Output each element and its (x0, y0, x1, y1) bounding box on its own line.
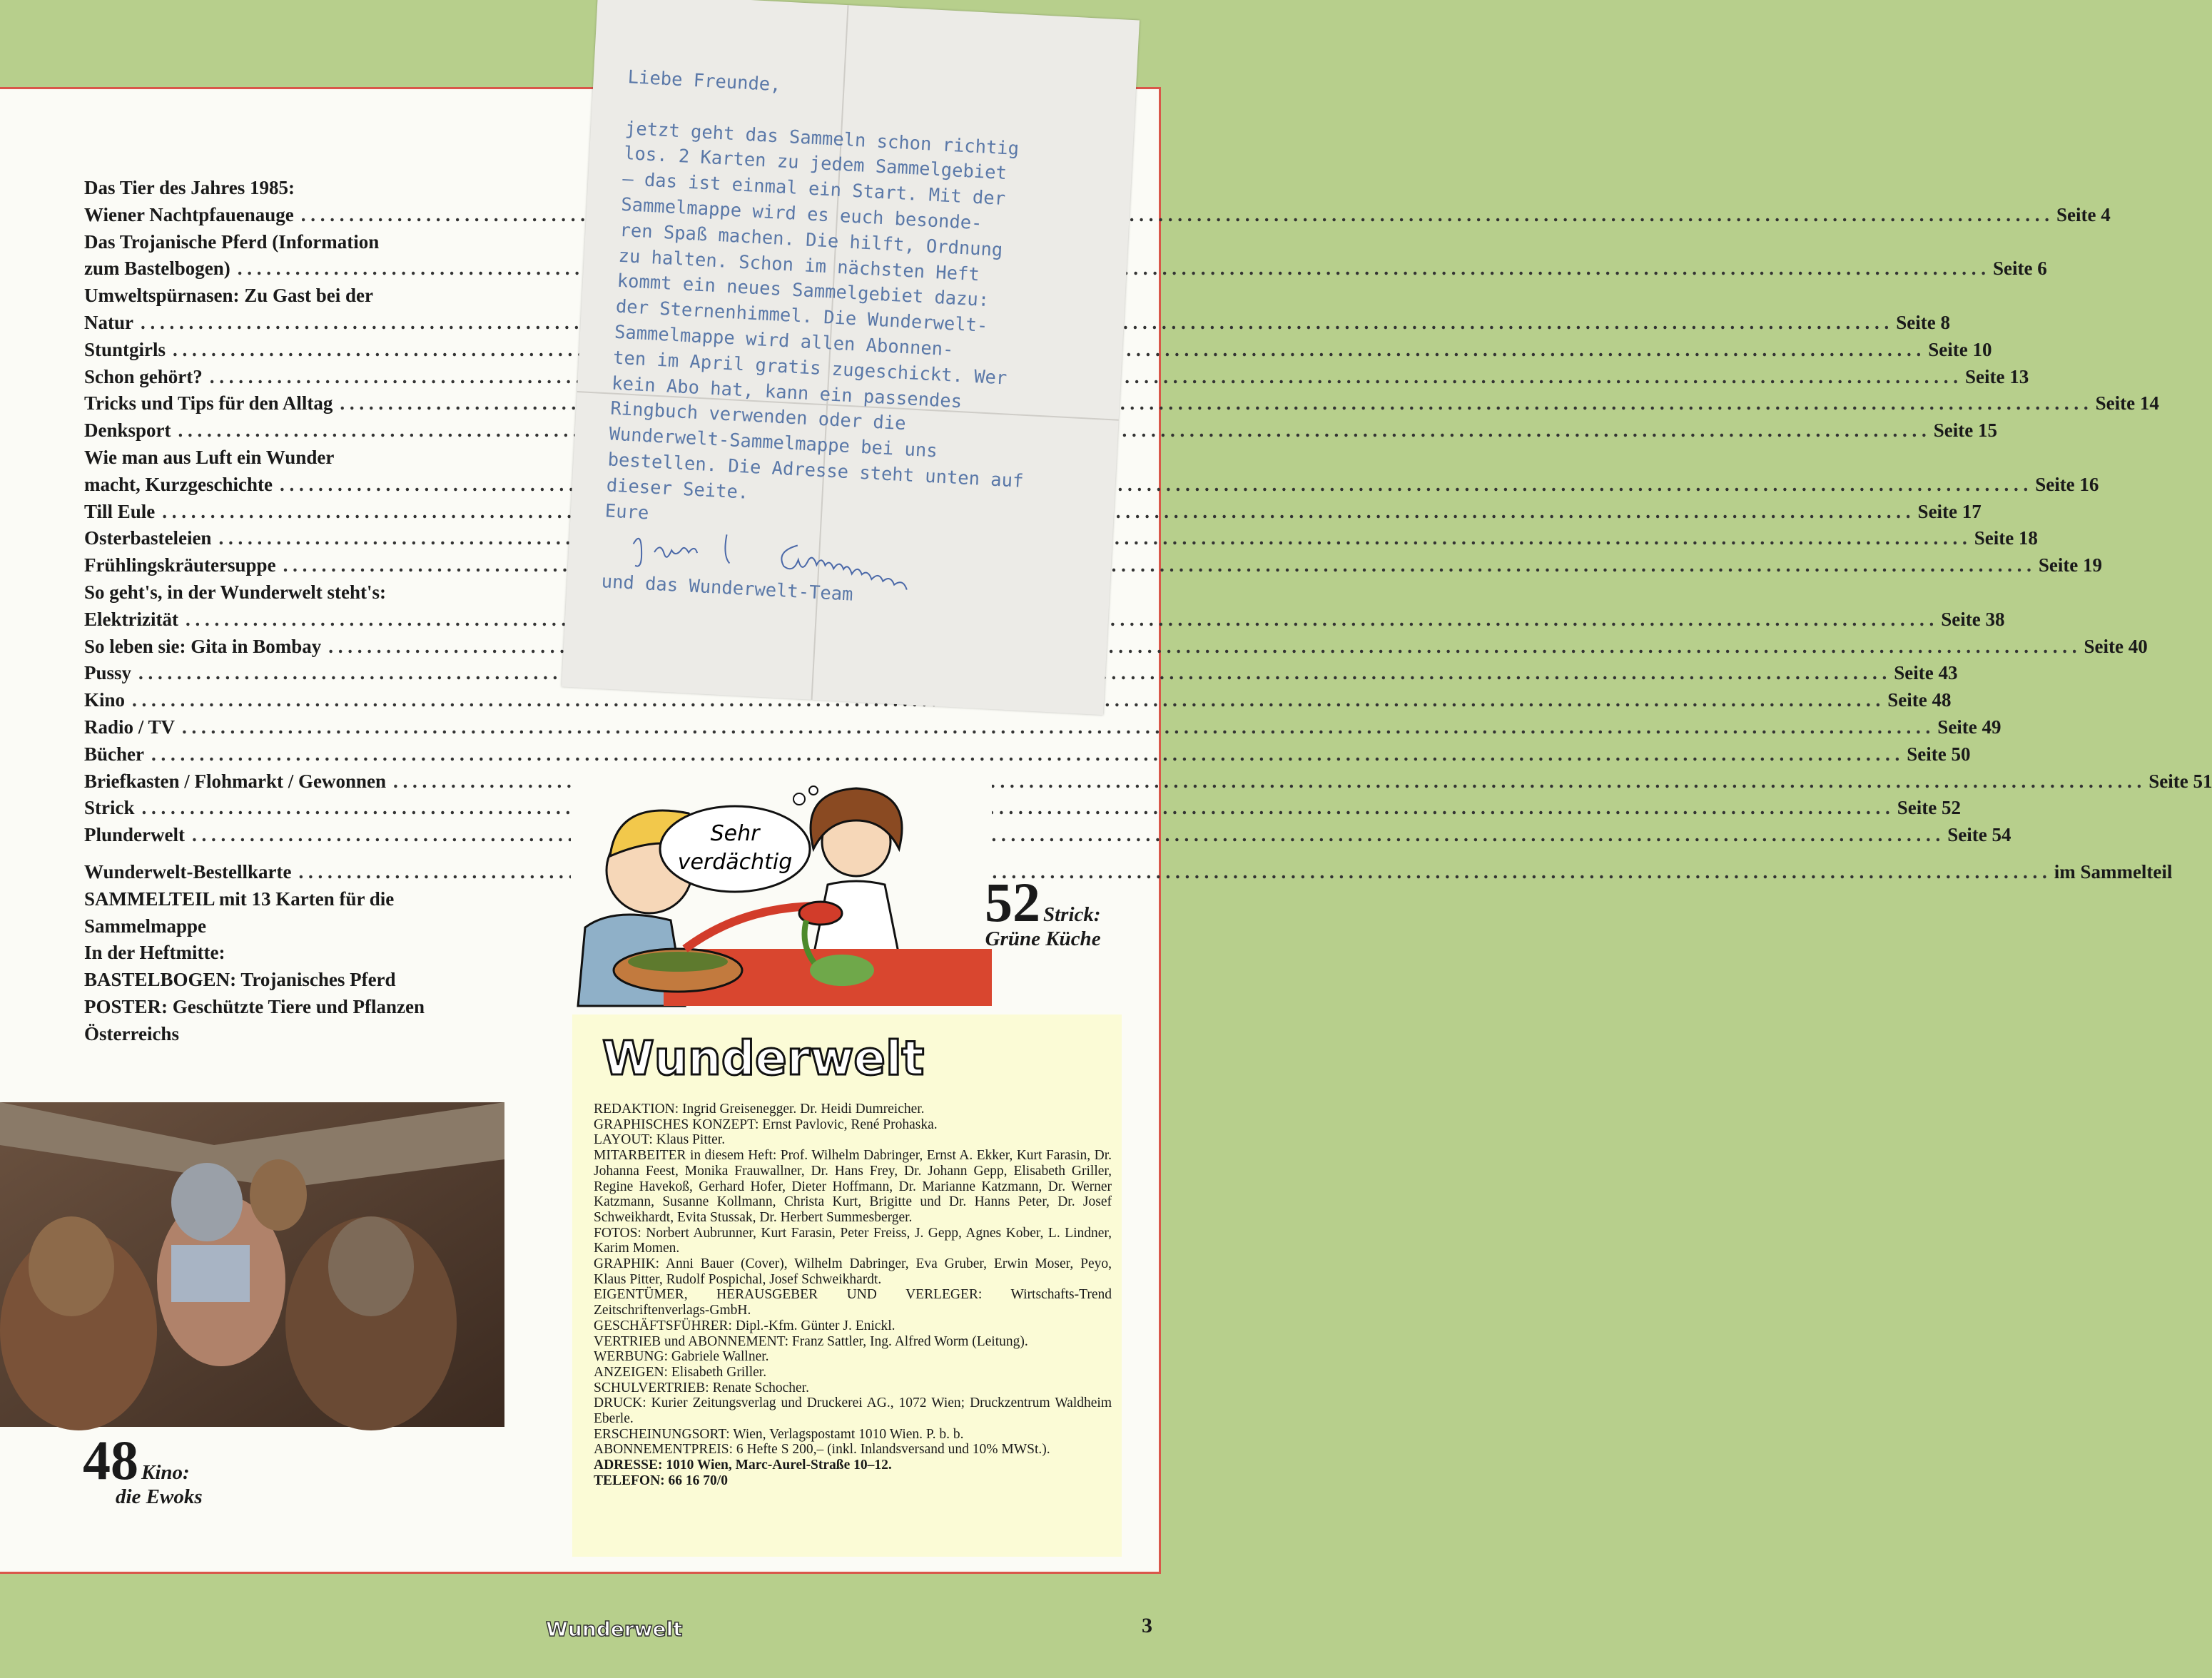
toc-item-line: Das Trojanische Pferd (Information (84, 230, 380, 253)
toc-item-title: Denksport (84, 420, 171, 442)
impressum-line: REDAKTION: Ingrid Greisenegger. Dr. Heidi Dumreicher. (594, 1102, 925, 1117)
impressum-line: GRAPHISCHES KONZEPT: Ernst Pavlovic, René Prohaska. (594, 1117, 938, 1132)
caption-kino (83, 1429, 203, 1509)
toc-item-title: Osterbasteleien (84, 527, 212, 549)
toc-item-page: Seite 18 (1974, 527, 2038, 549)
toc-item (84, 310, 1950, 337)
toc-poster: POSTER: Geschützte Tiere und Pflanzen (84, 995, 425, 1017)
toc-item-page: Seite 16 (2035, 473, 2099, 495)
caption-number: 48 (83, 1429, 138, 1491)
toc-item-page: Seite 54 (1947, 824, 2011, 846)
impressum-box (572, 1015, 1122, 1557)
speech-line-2: verdächtig (677, 850, 793, 875)
toc-item-page: Seite 19 (2038, 554, 2103, 576)
toc-item (84, 741, 1971, 768)
toc-item (84, 795, 1961, 822)
toc-item (84, 255, 2047, 283)
impressum-line: LAYOUT: Klaus Pitter. (594, 1132, 726, 1148)
toc-item-page: Seite 6 (1993, 258, 2047, 280)
toc-item-title: Schon gehört? (84, 365, 203, 387)
toc-item-page: Seite 38 (1941, 608, 2005, 630)
toc-item-page: Seite 8 (1896, 311, 1950, 333)
toc-item-line: Umweltspürnasen: Zu Gast bei der (84, 285, 374, 307)
caption-strick (985, 871, 1101, 951)
impressum-line: DRUCK: Kurier Zeitungsverlag und Druckerei AG., 1072 Wien; Druckzentrum Waldheim Eberle. (594, 1395, 1112, 1427)
svg-text:Wunderwelt: Wunderwelt (546, 1617, 683, 1641)
toc-item (84, 390, 2159, 417)
editor-letter (562, 0, 1140, 715)
page-number: 3 (1142, 1614, 1152, 1637)
toc-item-title: So leben sie: Gita in Bombay (84, 635, 322, 657)
toc-item-title: Tricks und Tips für den Alltag (84, 392, 333, 415)
impressum-line: ERSCHEINUNGSORT: Wien, Verlagspostamt 1010 Wien. P. b. b. (594, 1426, 964, 1442)
toc-item (84, 417, 1997, 444)
toc-item-page: Seite 40 (2084, 635, 2148, 657)
toc-sammelteil: SAMMELTEIL mit 13 Karten für die (84, 888, 395, 910)
toc-item-title: Plunderwelt (84, 824, 185, 846)
address: ADRESSE: 1010 Wien, Marc-Aurel-Straße 10–12. (594, 1458, 892, 1473)
toc-item-title: Kino (84, 689, 126, 711)
impressum-line: GESCHÄFTSFÜHRER: Dipl.-Kfm. Günter J. Enickl. (594, 1318, 896, 1333)
toc-item-title: Wiener Nachtpfauenauge (84, 203, 294, 225)
toc-item-line: Wie man aus Luft ein Wunder (84, 446, 335, 468)
impressum-line: FOTOS: Norbert Aubrunner, Kurt Farasin, Peter Freiss, J. Gepp, Agnes Kober, L. Lindner, Karim Momen. (594, 1225, 1112, 1256)
toc-item-title: zum Bastelbogen) (84, 258, 230, 280)
toc-item-page: Seite 4 (2056, 203, 2111, 225)
footer-logo (546, 1615, 683, 1643)
toc-item (84, 337, 1992, 364)
impressum-line: ABONNEMENTPREIS: 6 Hefte S 200,– (inkl. Inlandsversand und 10% MWSt.). (594, 1442, 1050, 1458)
toc-item-title: Radio / TV (84, 716, 176, 738)
impressum-line: WERBUNG: Gabriele Wallner. (594, 1349, 769, 1365)
caption-number: 52 (985, 871, 1040, 933)
toc-item-title: macht, Kurzgeschichte (84, 473, 273, 495)
toc-sammelteil-2: Sammelmappe (84, 915, 206, 937)
toc-item (84, 552, 2103, 579)
toc-item-title: Natur (84, 311, 133, 333)
svg-text:Wunderwelt: Wunderwelt (602, 1031, 925, 1086)
toc-item (84, 606, 2005, 634)
impressum-line: EIGENTÜMER, HERAUSGEBER UND VERLEGER: Wirtschafts-Trend Zeitschriftenverlags-GmbH. (594, 1287, 1112, 1318)
impressum-text (594, 1102, 1112, 1489)
toc-item-page: Seite 52 (1897, 797, 1961, 819)
toc-item-page: Seite 43 (1894, 662, 1958, 684)
toc-item-page: Seite 48 (1887, 689, 1952, 711)
phone: TELEFON: 66 16 70/0 (594, 1473, 728, 1488)
caption-sub: Grüne Küche (985, 927, 1101, 950)
caption-label: Strick: (1043, 903, 1101, 926)
toc-heading: Das Tier des Jahres 1985: (84, 177, 295, 198)
toc-item (84, 499, 1982, 526)
toc-item-title: Pussy (84, 662, 132, 684)
toc-item-title: Till Eule (84, 500, 156, 522)
toc-item-line: So geht's, in der Wunderwelt steht's: (84, 581, 387, 603)
toc-item (84, 525, 2038, 552)
impressum-line: GRAPHIK: Anni Bauer (Cover), Wilhelm Dabringer, Eva Gruber, Erwin Moser, Peyo, Klaus Pitter, Rudolf Pospichal, Josef Schweikhardt. (594, 1256, 1112, 1287)
toc-bestellkarte: Wunderwelt-Bestellkarte . . . im Sammelteil (84, 859, 505, 886)
toc-item (84, 364, 2029, 391)
speech-line-1: Sehr (710, 821, 760, 846)
letter-team: und das Wunderwelt-Team (601, 571, 854, 606)
toc-bastelbogen: BASTELBOGEN: Trojanisches Pferd (84, 969, 396, 991)
toc-item-page: Seite 13 (1965, 365, 2029, 387)
toc-item-page: Seite 49 (1937, 716, 2002, 738)
toc-item-page: Seite 50 (1907, 743, 1971, 765)
toc-item (84, 714, 2002, 741)
toc-item-title: Strick (84, 797, 135, 819)
impressum-line: ANZEIGEN: Elisabeth Griller. (594, 1364, 767, 1380)
toc-item-page: Seite 17 (1917, 500, 1982, 522)
toc-item-title: Bücher (84, 743, 144, 765)
impressum-line: SCHULVERTRIEB: Renate Schocher. (594, 1380, 809, 1395)
toc-item-page: Seite 51 (2148, 770, 2212, 792)
caption-sub: die Ewoks (116, 1485, 203, 1508)
toc-item-page: Seite 10 (1928, 338, 1992, 360)
toc-item-title: Elektrizität (84, 608, 178, 630)
caption-label: Kino: (141, 1461, 190, 1484)
cartoon-illustration (571, 771, 992, 1006)
toc-poster-2: Österreichs (84, 1022, 179, 1044)
letter-text: Liebe Freunde, jetzt geht das Sammeln schon richtig los. 2 Karten zu jedem Sammelgebiet – das ist einmal ein Start. Mit der Sammelmappe wird es euch besonde- ren Spaß machen. Die hilft, Ordnung zu halten. Schon im nächsten Heft kommt ein neues Sammelgebiet dazu: der Sternenhimmel. Die Wunderwelt- Sammelmappe wird allen Abonnen- ten im April gratis zugeschickt. Wer kein Abo hat, kann ein passendes Ringbuch verwenden oder die Wunderwelt-Sammelmappe bei uns bestellen. Die Adresse steht unten auf dieser Seite. Eure (604, 66, 1025, 524)
toc-item (84, 472, 2099, 499)
toc-item-title: Briefkasten / Flohmarkt / Gewonnen (84, 770, 386, 792)
toc-item (84, 660, 1958, 687)
toc-heftmitte: In der Heftmitte: (84, 942, 225, 964)
toc-item (84, 687, 1952, 714)
toc-item-title: Frühlingskräutersuppe (84, 554, 276, 576)
impressum-line: VERTRIEB und ABONNEMENT: Franz Sattler, Ing. Alfred Worm (Leitung). (594, 1333, 1028, 1349)
toc-item (84, 634, 2148, 661)
toc-item (84, 202, 2111, 229)
toc-item-page: Seite 14 (2095, 392, 2159, 415)
toc-item (84, 768, 2212, 795)
toc-item-page: Seite 15 (1933, 420, 1997, 442)
wunderwelt-logo (599, 1023, 925, 1094)
ewoks-photo (0, 1102, 504, 1427)
impressum-line: MITARBEITER in diesem Heft: Prof. Wilhelm Dabringer, Ernst A. Ekker, Kurt Farasin, Dr. Johanna Feest, Monika Frauwallner, Dr. Hans Frey, Dr. Johann Gepp, Elisabeth Griller, Regine Havekoß, Gerhard Hofer, Dieter Hoffmann, Dr. Marianne Katzmann, Dr. Werner Katzmann, Susanne Kollmann, Christa Kurt, Brigitte und Dr. Hanns Peter, Dr. Josef Schweikhardt, Evita Stussak, Dr. Herbert Summesberger. (594, 1148, 1112, 1225)
toc-item-title: Stuntgirls (84, 338, 166, 360)
